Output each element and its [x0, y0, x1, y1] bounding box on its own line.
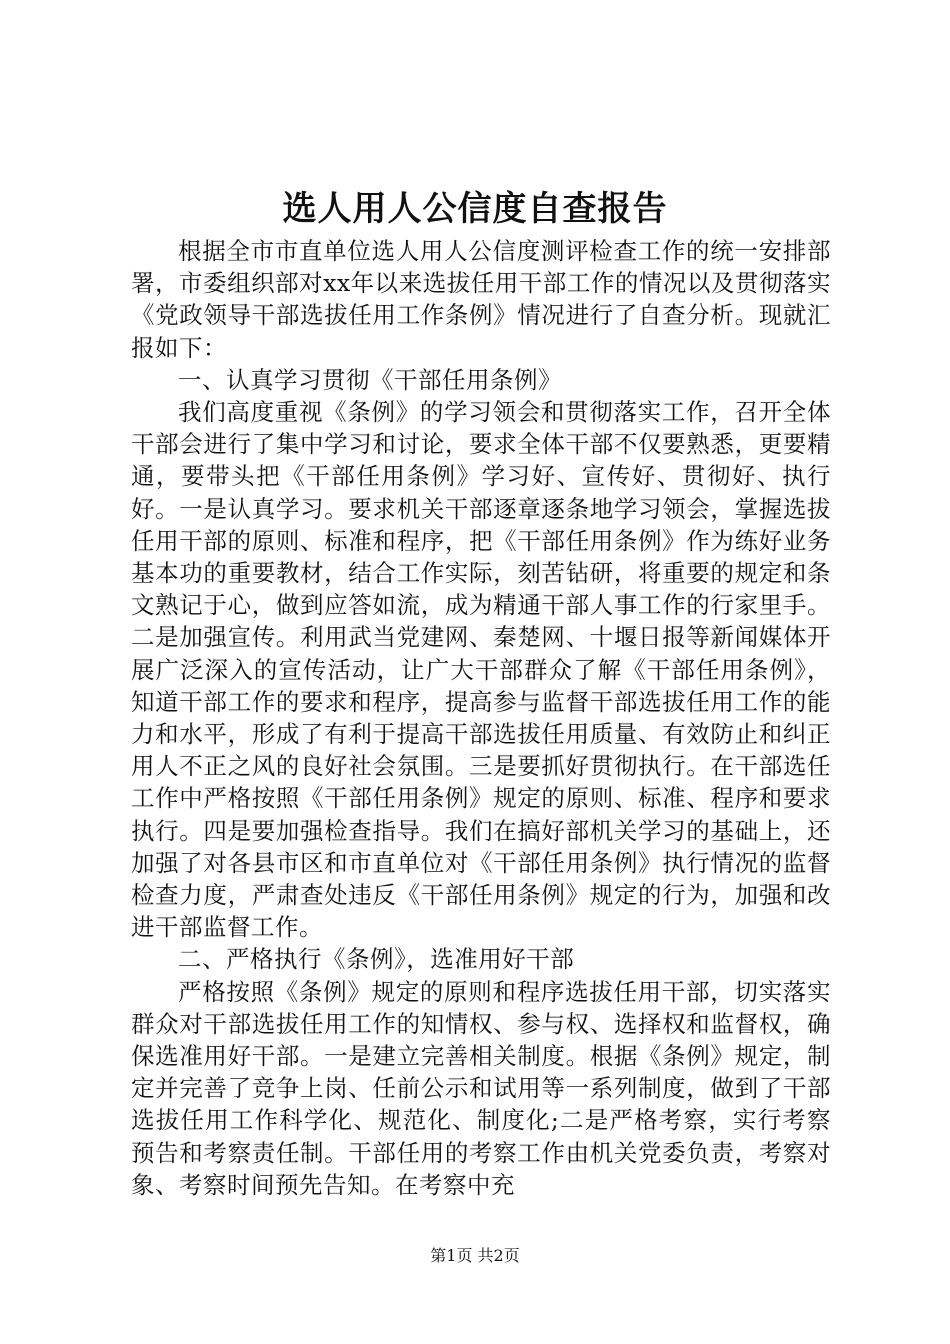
paragraph-intro: 根据全市市直单位选人用人公信度测评检查工作的统一安排部署，市委组织部对xx年以来选拔任用干部工作的情况以及贯彻落实《党政领导干部选拔任用工作条例》情况进行了自查分析。现就汇报如下： — [131, 237, 831, 362]
page-number-footer: 第1页 共2页 — [430, 1246, 520, 1265]
document-title: 选人用人公信度自查报告 — [282, 189, 668, 229]
document-body — [131, 235, 831, 1201]
section-heading-2: 二、严格执行《条例》，选准用好干部 — [178, 945, 575, 974]
section-heading-1: 一、认真学习贯彻《干部任用条例》 — [178, 365, 562, 394]
paragraph-section-2: 严格按照《条例》规定的原则和程序选拔任用干部，切实落实群众对干部选拔任用工作的知情权、参与权、选择权和监督权，确保选准用好干部。一是建立完善相关制度。根据《条例》规定，制定并完善了竞争上岗、任前公示和试用等一系列制度，做到了干部选拔任用工作科学化、规范化、制度化;二是严格考察，实行考察预告和考察责任制。干部任用的考察工作由机关党委负责，考察对象、考察时间预先告知。在考察中充 — [131, 977, 831, 1199]
paragraph-section-1: 我们高度重视《条例》的学习领会和贯彻落实工作，召开全体干部会进行了集中学习和讨论，要求全体干部不仅要熟悉，更要精通，要带头把《干部任用条例》学习好、宣传好、贯彻好、执行好。一是认真学习。要求机关干部逐章逐条地学习领会，掌握选拔任用干部的原则、标准和程序，把《干部任用条例》作为练好业务基本功的重要教材，结合工作实际，刻苦钻研，将重要的规定和条文熟记于心，做到应答如流，成为精通干部人事工作的行家里手。二是加强宣传。利用武当党建网、秦楚网、十堰日报等新闻媒体开展广泛深入的宣传活动，让广大干部群众了解《干部任用条例》，知道干部工作的要求和程序，提高参与监督干部选拔任用工作的能力和水平，形成了有利于提高干部选拔任用质量、有效防止和纠正用人不正之风的良好社会氛围。三是要抓好贯彻执行。在干部选任工作中严格按照《干部任用条例》规定的原则、标准、程序和要求执行。四是要加强检查指导。我们在搞好部机关学习的基础上，还加强了对各县市区和市直单位对《干部任用条例》执行情况的监督检查力度，严肃查处违反《干部任用条例》规定的行为，加强和改进干部监督工作。 — [131, 398, 831, 942]
